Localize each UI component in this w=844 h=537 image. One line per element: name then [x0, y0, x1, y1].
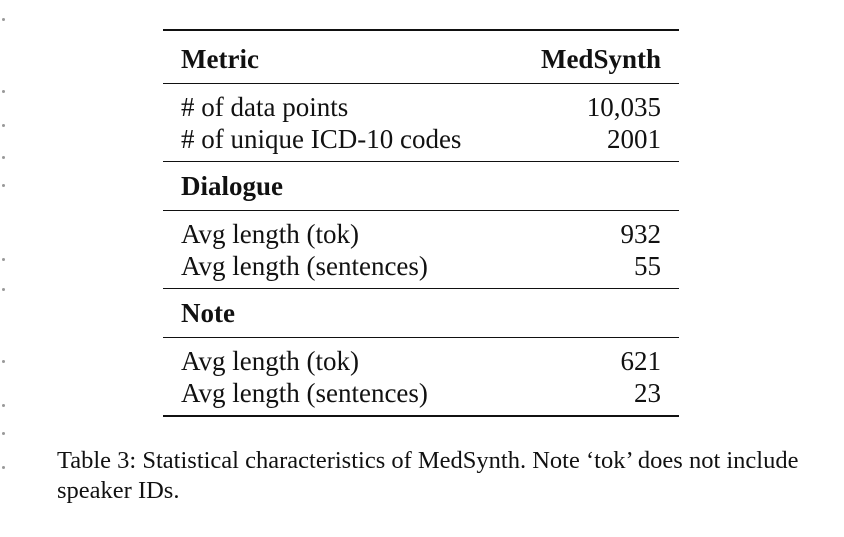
- margin-speck: [2, 258, 5, 261]
- margin-speck: [2, 156, 5, 159]
- row-metric: Avg length (tok): [181, 346, 359, 376]
- margin-speck: [2, 466, 5, 469]
- table-row: [163, 211, 679, 251]
- section-header-note: [163, 289, 679, 338]
- header-metric: Metric: [181, 44, 259, 74]
- table-row: [163, 250, 679, 289]
- margin-speck: [2, 288, 5, 291]
- row-value: 23: [634, 378, 661, 408]
- row-value: 932: [620, 219, 661, 249]
- section-title: Dialogue: [181, 171, 284, 201]
- table-row: [163, 84, 679, 124]
- row-value: 55: [634, 251, 661, 281]
- statistics-table: [163, 29, 679, 417]
- row-value: 10,035: [586, 92, 661, 122]
- margin-speck: [2, 360, 5, 363]
- margin-artifacts: [0, 0, 8, 537]
- row-metric: Avg length (sentences): [181, 251, 428, 281]
- section-header-dialogue: [163, 162, 679, 211]
- header-medsynth: MedSynth: [540, 44, 661, 74]
- row-metric: # of data points: [181, 92, 349, 122]
- table-row: [163, 338, 679, 378]
- table-row: [163, 377, 679, 416]
- margin-speck: [2, 432, 5, 435]
- margin-speck: [2, 404, 5, 407]
- table-caption: Table 3: Statistical characteristics of MedSynth. Note ‘tok’ does not include speaker IDs.: [57, 447, 799, 504]
- table-header-row: [163, 30, 679, 84]
- margin-speck: [2, 90, 5, 93]
- row-metric: Avg length (sentences): [181, 378, 428, 408]
- margin-speck: [2, 18, 5, 21]
- row-metric: Avg length (tok): [181, 219, 359, 249]
- margin-speck: [2, 184, 5, 187]
- margin-speck: [2, 124, 5, 127]
- section-title: Note: [181, 298, 235, 328]
- row-value: 621: [620, 346, 661, 376]
- table-row: [163, 123, 679, 162]
- row-metric: # of unique ICD-10 codes: [181, 124, 462, 154]
- row-value: 2001: [607, 124, 661, 154]
